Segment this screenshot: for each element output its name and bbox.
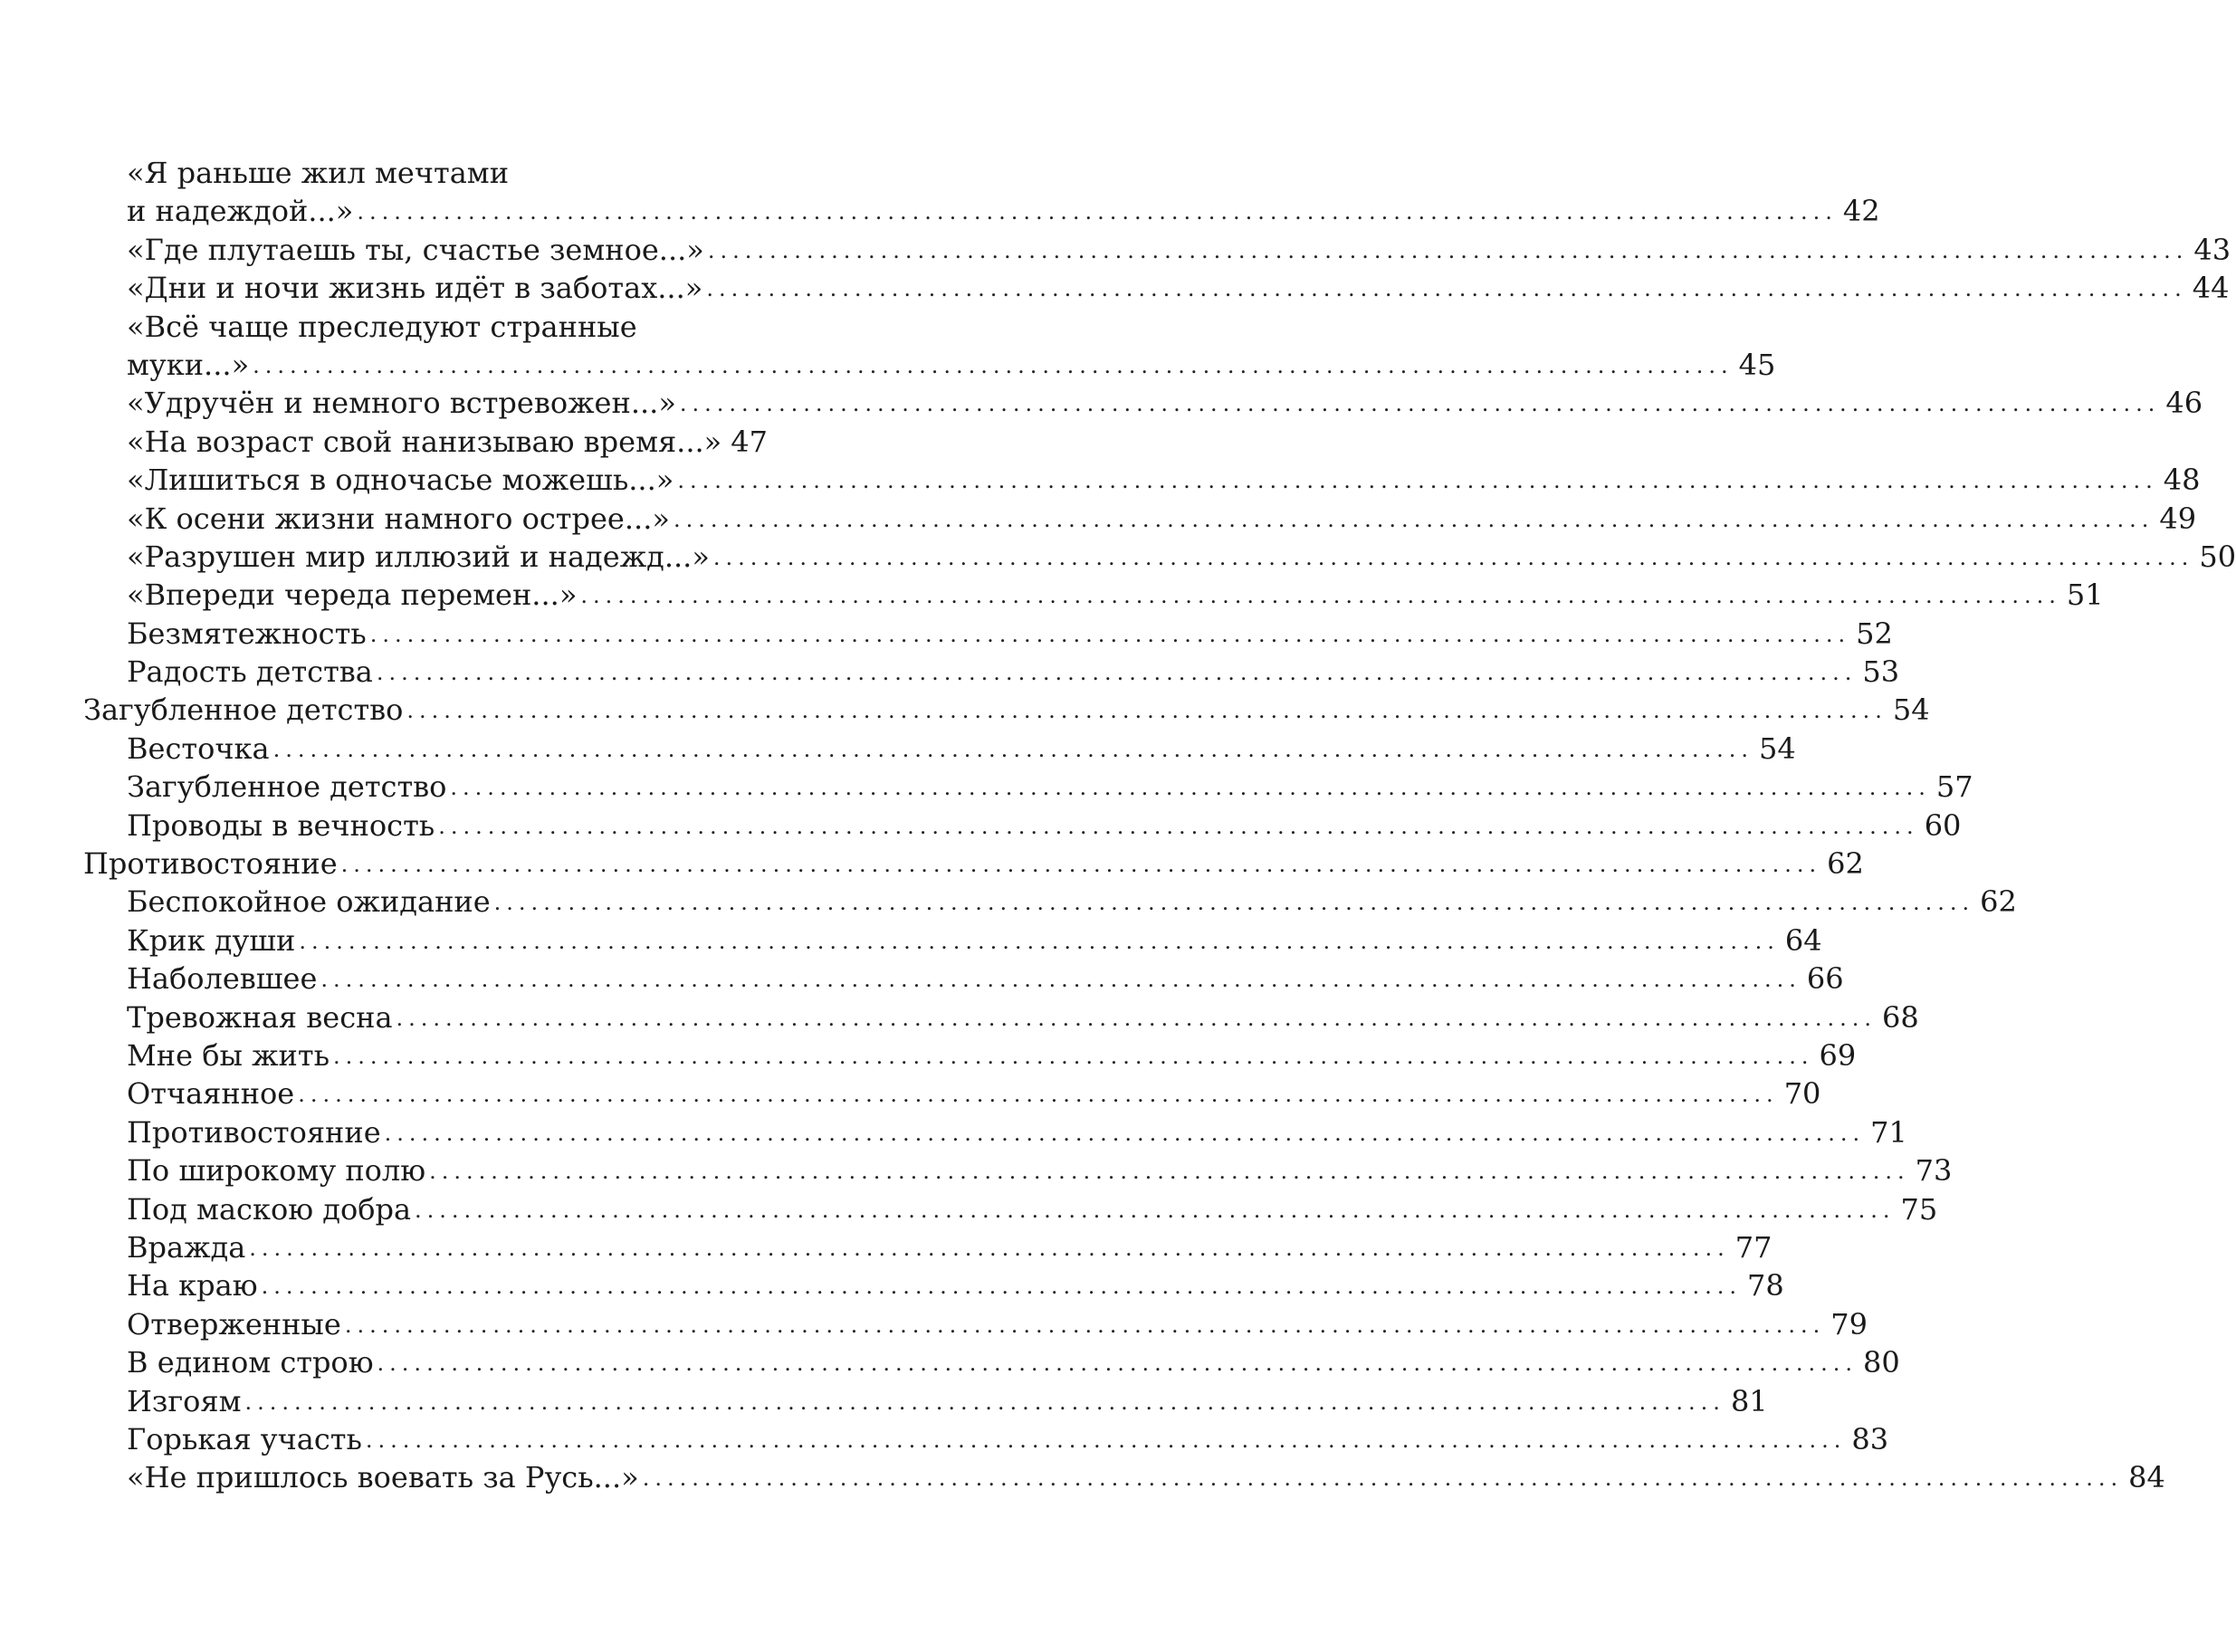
toc-entry-title: Крик души [127,922,296,958]
toc-page-number: 78 [1747,1268,1784,1303]
toc-page-number: 42 [1842,194,1880,229]
toc-entry-title: Безмятежность [127,616,367,651]
toc-page-number: 51 [2066,578,2104,613]
dot-leader: ........................................................................................................................ [377,1351,1859,1377]
toc-entry-title: «Впереди череда перемен...» [127,578,578,613]
dot-leader: ........................................................................................................................ [261,1274,1743,1300]
toc-entry [127,1228,1773,1266]
toc-entry-title: Горькая участь [127,1421,362,1456]
toc-entry-title: На краю [127,1268,258,1303]
toc-entry-title: муки...» [127,347,250,382]
toc-page-number: 68 [1882,999,1919,1035]
toc-page-number: 53 [1862,654,1900,690]
toc-entry-title: По широкому полю [127,1153,426,1189]
dot-leader: ........................................................................................................................ [493,890,1975,916]
toc-page-number: 60 [1924,807,1962,843]
toc-entry-title: Загубленное детство [83,692,404,728]
dot-leader: ........................................................................................................................ [376,660,1858,686]
toc-entry [127,1305,1868,1343]
dot-leader: ........................................................................................................................ [244,1389,1725,1415]
toc-entry [127,1458,2165,1496]
toc-entry [127,538,2236,576]
dot-leader: ........................................................................................................................ [673,506,2155,532]
dot-leader: ........................................................................................................................ [679,391,2161,417]
toc-entry [127,653,1900,691]
toc-entry-title: «Удручён и немного встревожен...» [127,386,676,421]
toc-page-number: 45 [1738,347,1776,382]
dot-leader: ........................................................................................................................ [396,1005,1877,1031]
toc-entry [127,269,2230,307]
dot-leader: ........................................................................................................................ [333,1043,1814,1069]
toc-entry-title: «Всё чаще преследуют странные [127,309,637,344]
toc-entry [127,998,1919,1036]
toc-page-number: 73 [1915,1153,1953,1189]
toc-page-number: 81 [1730,1383,1768,1418]
dot-leader: ........................................................................................................................ [249,1235,1730,1261]
toc-entry-title: «Где плутаешь ты, счастье земное...» [127,232,704,267]
toc-page-number: 57 [1935,769,1973,805]
toc-entry [127,768,1973,806]
toc-page-number: 43 [2193,232,2231,267]
toc-entry [127,883,2017,921]
dot-leader: ........................................................................................................................ [707,237,2189,263]
toc-page-number: 70 [1783,1076,1821,1112]
dot-leader: ........................................................................................................................ [272,736,1754,762]
toc-entry [127,1113,1907,1151]
toc-page-number: 84 [2128,1460,2165,1495]
toc-entry-title: Радость детства [127,654,373,690]
toc-entry-title: Наболевшее [127,961,318,997]
toc-entry-title: Мне бы жить [127,1037,330,1073]
toc-section [83,691,1930,729]
dot-leader: ........................................................................................................................ [384,1120,1866,1146]
toc-page-number: 71 [1870,1114,1907,1150]
toc-entry [127,461,2201,499]
toc-entry-title: Противостояние [83,846,338,882]
toc-entry [127,500,2197,538]
toc-page-number: 52 [1856,616,1893,651]
dot-leader: ........................................................................................................................ [706,276,2187,302]
toc-entry [127,1266,1784,1304]
toc-page-number: 46 [2165,386,2203,421]
toc-entry-title: Под маскою добра [127,1191,412,1227]
toc-entry [127,423,768,461]
toc-entry [127,1190,1938,1228]
toc-entry [127,730,1796,768]
toc-page-number: 50 [2199,539,2236,574]
toc-entry-title: «Дни и ночи жизнь идёт в заботах...» [127,271,703,306]
dot-leader: ........................................................................................................................ [340,852,1822,878]
dot-leader: ........................................................................................................................ [344,1312,1826,1338]
toc-entry [127,921,1822,960]
toc-entry-title: «Лишиться в одночасье можешь...» [127,463,674,498]
toc-entry-title: Проводы в вечность [127,807,435,843]
toc-entry-title: Вражда [127,1229,246,1265]
dot-leader: ........................................................................................................................ [406,698,1887,724]
dot-leader: ........................................................................................................................ [712,544,2194,570]
toc-page-number: 66 [1806,961,1844,997]
toc-page-number: 77 [1734,1229,1773,1265]
toc-entry [127,576,2104,614]
toc-page-number: 69 [1819,1037,1857,1073]
toc-entry-title: «Разрушен мир иллюзий и надежд...» [127,539,710,574]
toc-entry [127,1036,1857,1074]
dot-leader: ........................................................................................................................ [365,1427,1847,1453]
dot-leader: ........................................................................................................................ [450,775,1931,801]
table-of-contents [0,154,2236,1497]
toc-entry-title: «Не пришлось воевать за Русь...» [127,1460,639,1495]
dot-leader: ........................................................................................................................ [357,199,1838,225]
toc-page-number: 47 [731,424,768,459]
toc-page-number: 48 [2163,463,2201,498]
toc-entry-title: Отчаянное [127,1076,295,1112]
toc-entry [127,1343,1900,1381]
dot-leader: ........................................................................................................................ [298,1082,1779,1108]
toc-entry-title: Противостояние [127,1114,381,1150]
dot-leader: ........................................................................................................................ [429,1159,1910,1185]
toc-entry [127,308,768,346]
toc-entry-title: Беспокойное ожидание [127,884,491,920]
toc-entry-title: В едином строю [127,1345,374,1380]
toc-section [83,845,1864,883]
toc-entry-title: Отверженные [127,1306,341,1342]
dot-leader: ........................................................................................................................ [369,621,1851,647]
dot-leader: ........................................................................................................................ [677,468,2158,494]
toc-entry [127,1151,1953,1189]
toc-entry [127,346,1776,384]
toc-page-number: 54 [1892,692,1930,728]
toc-entry-title: Тревожная весна [127,999,393,1035]
dot-leader: ........................................................................................................................ [253,352,1734,378]
toc-entry [127,1382,1768,1420]
toc-page-number: 80 [1863,1345,1900,1380]
toc-page-number: 79 [1830,1306,1868,1342]
toc-entry [127,1420,1889,1458]
toc-page-number: 62 [1980,884,2017,920]
dot-leader: ........................................................................................................................ [438,813,1919,839]
toc-entry [127,807,1962,845]
toc-entry [127,231,2231,269]
dot-leader: ........................................................................................................................ [415,1197,1896,1223]
toc-entry-title: Весточка [127,731,270,766]
toc-entry [127,154,768,192]
toc-page-number: 44 [2192,271,2230,306]
toc-page-number: 62 [1827,846,1864,882]
dot-leader: ........................................................................................................................ [642,1466,2124,1492]
dot-leader: ........................................................................................................................ [580,583,2061,609]
toc-entry [127,192,1880,230]
toc-entry [127,960,1844,998]
toc-entry [127,615,1893,653]
toc-entry-title: Изгоям [127,1383,242,1418]
toc-page-number: 75 [1900,1191,1938,1227]
toc-entry-title: «На возраст свой нанизываю время...» [127,424,722,459]
toc-entry [127,384,2203,422]
toc-entry-title: и надеждой...» [127,194,354,229]
toc-entry-title: «К осени жизни намного острее...» [127,501,670,536]
toc-page-number: 54 [1759,731,1796,766]
toc-entry [127,1074,1821,1112]
toc-page-number: 83 [1851,1421,1889,1456]
dot-leader: ........................................................................................................................ [299,928,1780,954]
dot-leader: ........................................................................................................................ [320,967,1801,993]
toc-page-number: 49 [2159,501,2197,536]
toc-page-number: 64 [1784,922,1822,958]
toc-entry-title: «Я раньше жил мечтами [127,156,510,190]
toc-entry-title: Загубленное детство [127,769,447,805]
